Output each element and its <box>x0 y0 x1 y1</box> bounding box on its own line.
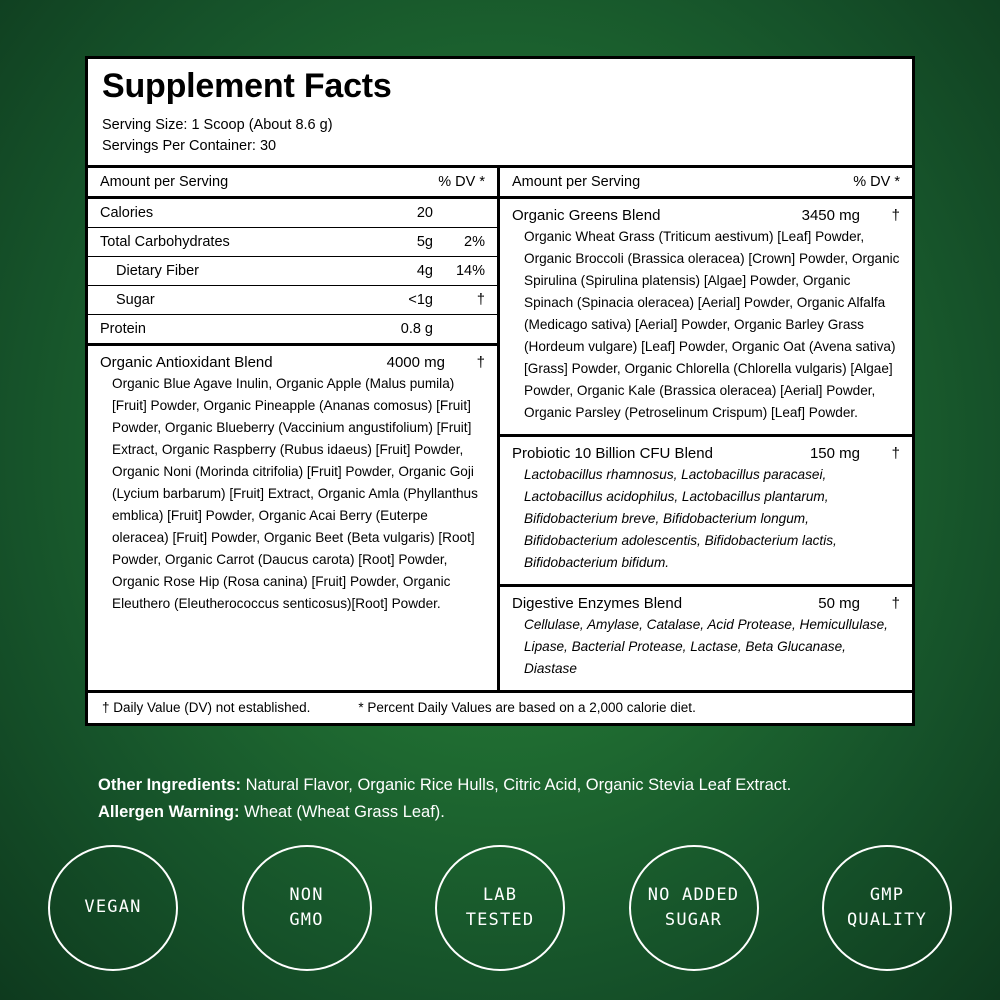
table-row <box>88 199 497 227</box>
probiotic-blend-header <box>512 445 900 462</box>
blend-amount: 150 mg <box>809 444 860 462</box>
badge-line-2: GMO <box>289 910 324 930</box>
nutrient-dv: 2% <box>464 233 485 250</box>
blend-ingredients: Organic Blue Agave Inulin, Organic Apple (Malus pumila) [Fruit] Powder, Organic Pineapple (Ananas comosus) [Fruit] Powder, Organic Blueberry (Vaccinium angustifolium) [Fruit] Extract, Organic Raspberry (Rubus idaeus) [Fruit] Powder, Organic Noni (Morinda citrifolia) [Fruit] Powder, Organic Goji (Lycium barbarum) [Fruit] Extract, Organic Amla (Phyllanthus emblica) [Fruit] Powder, Organic Acai Berry (Euterpe oleracea) [Fruit] Powder, Organic Beet (Beta vulgaris) [Root] Powder, Organic Carrot (Daucus carota) [Root] Powder, Organic Rose Hip (Rosa canina) [Fruit] Powder, Organic Eleuthero (Eleutherococcus senticosus)[Root] Powder. <box>112 375 478 611</box>
probiotic-blend-block <box>500 437 912 584</box>
enzymes-blend-header <box>512 595 900 612</box>
nutrient-name: Total Carbohydrates <box>100 233 230 250</box>
nutrient-amount: 0.8 g <box>400 320 433 337</box>
badge-line-1: NON <box>289 884 324 905</box>
right-amount-per-serving-label: Amount per Serving <box>512 173 641 190</box>
badge-line-2: TESTED <box>465 910 535 930</box>
left-column <box>88 168 500 690</box>
blend-dagger: † <box>891 206 900 224</box>
blend-amount: 50 mg <box>818 594 860 612</box>
left-dv-label: % DV * <box>438 173 485 190</box>
badge-line-1: VEGAN <box>84 897 142 918</box>
badge-line-1: LAB <box>482 884 518 905</box>
badge-vegan <box>48 845 178 971</box>
nutrient-amount: 4g <box>416 262 433 279</box>
blend-ingredients: Cellulase, Amylase, Catalase, Acid Protease, Hemicullulase, Lipase, Bacterial Protease, Lactase, Beta Glucanase, Diastase <box>524 616 888 676</box>
greens-blend-block <box>500 199 912 434</box>
blend-amount: 3450 mg <box>801 206 860 224</box>
left-amount-per-serving-label: Amount per Serving <box>100 173 229 190</box>
table-row <box>88 257 497 285</box>
badge-no-added-sugar <box>629 845 759 971</box>
badge-line-2: SUGAR <box>664 910 723 930</box>
nutrient-amount: 5g <box>416 233 433 250</box>
left-column-header <box>88 168 497 196</box>
allergen-warning-text: Wheat (Wheat Grass Leaf). <box>239 802 445 821</box>
nutrient-name: Dietary Fiber <box>116 262 199 279</box>
enzymes-blend-block <box>500 587 912 690</box>
nutrient-amount: <1g <box>408 291 433 308</box>
blend-name: Probiotic 10 Billion CFU Blend <box>512 444 713 462</box>
allergen-warning-label: Allergen Warning: <box>98 802 240 821</box>
antioxidant-blend-block <box>88 346 497 625</box>
antioxidant-blend-header <box>100 354 485 371</box>
blend-dagger: † <box>476 353 485 371</box>
blend-dagger: † <box>891 594 900 612</box>
badge-gmp-quality <box>822 845 952 971</box>
footnote-asterisk: * Percent Daily Values are based on a 2,000 calorie diet. <box>358 699 696 715</box>
badge-lab-tested <box>435 845 565 971</box>
right-column <box>500 168 912 690</box>
other-ingredients-text: Natural Flavor, Organic Rice Hulls, Citric Acid, Organic Stevia Leaf Extract. <box>241 776 792 794</box>
nutrient-dv: 14% <box>455 262 485 279</box>
right-dv-label: % DV * <box>853 173 900 190</box>
right-column-header <box>500 168 912 196</box>
footnote-dagger: † Daily Value (DV) not established. <box>102 699 311 715</box>
nutrient-name: Sugar <box>116 291 155 308</box>
nutrient-name: Calories <box>100 204 154 221</box>
table-row <box>88 228 497 256</box>
badge-row <box>48 845 952 971</box>
blend-ingredients: Lactobacillus rhamnosus, Lactobacillus paracasei, Lactobacillus acidophilus, Lactobacillus plantarum, Bifidobacterium breve, Bifidobacterium longum, Bifidobacterium adolescentis, Bifidobacterium lactis, Bifidobacterium bifidum. <box>524 466 837 570</box>
blend-ingredients: Organic Wheat Grass (Triticum aestivum) [Leaf] Powder, Organic Broccoli (Brassica oleracea) [Crown] Powder, Organic Spirulina (Spirulina platensis) [Algae] Powder, Organic Spinach (Spinacia oleracea) [Aerial] Powder, Organic Alfalfa (Medicago sativa) [Aerial] Powder, Organic Barley Grass (Hordeum vulgare) [Leaf] Powder, Organic Oat (Avena sativa) [Grass] Powder, Organic Chlorella (Chlorella vulgaris) [Algae] Powder, Organic Kale (Brassica oleracea) [Aerial] Powder, Organic Parsley (Petroselinum Crispum) [Leaf] Powder. <box>524 228 900 420</box>
nutrient-amount: 20 <box>416 204 433 221</box>
nutrient-name: Protein <box>100 320 146 337</box>
greens-blend-header <box>512 207 900 224</box>
blend-name: Organic Greens Blend <box>512 206 661 224</box>
page-title: Supplement Facts <box>102 67 392 105</box>
serving-size-text: Serving Size: 1 Scoop (About 8.6 g) <box>102 116 333 133</box>
supplement-facts-panel <box>85 56 915 726</box>
facts-columns <box>88 168 912 690</box>
blend-name: Digestive Enzymes Blend <box>512 594 683 612</box>
other-ingredients-label: Other Ingredients: <box>98 776 242 794</box>
footnotes <box>88 693 912 723</box>
blend-dagger: † <box>891 444 900 462</box>
badge-line-2: QUALITY <box>846 910 928 930</box>
table-row <box>88 315 497 343</box>
badge-line-1: GMP <box>869 884 905 905</box>
other-ingredients-section <box>98 772 928 825</box>
servings-per-container-text: Servings Per Container: 30 <box>102 137 277 154</box>
blend-name: Organic Antioxidant Blend <box>100 353 273 371</box>
blend-amount: 4000 mg <box>386 353 445 371</box>
other-ingredients-line <box>98 772 928 799</box>
badge-non-gmo <box>242 845 372 971</box>
nutrient-dv: † <box>476 291 485 308</box>
table-row <box>88 286 497 314</box>
badge-line-1: NO ADDED <box>647 884 740 905</box>
allergen-warning-line <box>98 799 928 826</box>
supplement-facts-header <box>88 59 912 165</box>
